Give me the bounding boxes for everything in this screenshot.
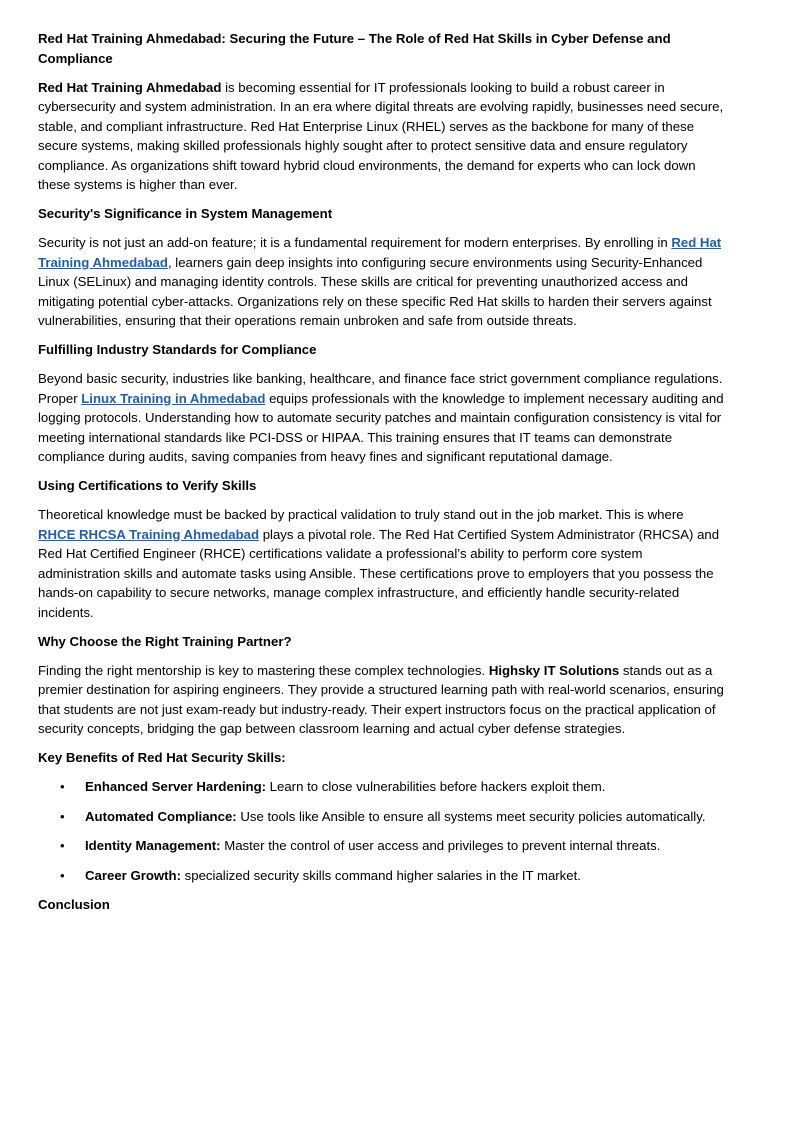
section-heading-compliance: Fulfilling Industry Standards for Compliance [38,342,317,357]
section-paragraph-training-partner [38,661,724,739]
paragraph-text: Security is not just an add-on feature; it is a fundamental requirement for modern enterprises. By enrolling in [38,235,672,250]
section-heading-benefits: Key Benefits of Red Hat Security Skills: [38,750,286,765]
page-title: Red Hat Training Ahmedabad: Securing the Future – The Role of Red Hat Skills in Cyber Defense and Compliance [38,31,671,66]
paragraph-text: Finding the right mentorship is key to mastering these complex technologies. [38,662,489,678]
section-paragraph-security [38,233,724,331]
section-heading-conclusion: Conclusion [38,897,110,912]
link-linux-training[interactable]: Linux Training in Ahmedabad [81,390,266,406]
section-paragraph-compliance [38,369,724,467]
section-heading-security: Security's Significance in System Management [38,206,333,221]
paragraph-text: , learners gain deep insights into configuring secure environments using Security-Enhanced Linux (SELinux) and managing identity controls. These skills are critical for preventing unauthorized access and mitigating potential cyber-attacks. Organizations rely on these specific Red Hat skills to harden their servers against vulnerabilities, ensuring that their operations remain unbroken and safe from outside threats. [38,254,712,328]
intro-bold-lead: Red Hat Training Ahmedabad [38,79,222,95]
benefit-text: Learn to close vulnerabilities before hackers exploit them. [266,779,606,794]
benefit-text: specialized security skills command higher salaries in the IT market. [181,867,581,883]
benefit-label: Identity Management: [85,838,221,853]
bullet-icon: • [60,808,65,824]
benefit-label: Career Growth: [85,867,181,883]
section-heading-training-partner: Why Choose the Right Training Partner? [38,633,292,649]
benefit-text: Use tools like Ansible to ensure all systems meet security policies automatically. [236,808,706,824]
intro-text: is becoming essential for IT professionals looking to build a robust career in cybersecurity and system administration. In an era where digital threats are evolving rapidly, businesses need secure, stable, and compliant infrastructure. Red Hat Enterprise Linux (RHEL) serves as the backbone for many of these secure systems, making skilled professionals highly sought after to protect sensitive data and ensure regulatory compliance. As organizations shift toward hybrid cloud environments, the demand for experts who can lock down these systems is higher than ever. [38,79,724,192]
bullet-icon: • [60,867,65,883]
intro-paragraph [38,78,724,195]
list-item [38,866,724,886]
paragraph-text: stands out as a premier destination for aspiring engineers. They provide a structured learning path with real-world scenarios, ensuring that students are not just exam-ready but industry-ready. Their expert instructors focus on the practical application of security concepts, bridging the gap between classroom learning and actual cyber defense strategies. [38,662,724,736]
bullet-icon: • [60,779,65,794]
link-red-hat-training[interactable]: Red Hat Training Ahmedabad [38,235,722,270]
list-item [38,836,724,856]
benefits-list [38,777,724,885]
section-heading-certifications: Using Certifications to Verify Skills [38,478,257,493]
bullet-icon: • [60,838,65,853]
paragraph-text: Beyond basic security, industries like banking, healthcare, and finance face strict government compliance regulations. Proper [38,371,723,406]
paragraph-text: plays a pivotal role. The Red Hat Certified System Administrator (RHCSA) and Red Hat Certified Engineer (RHCE) certifications validate a professional’s ability to perform core system administration skills and automate tasks using Ansible. These certifications prove to employers that you possess the hands-on capability to secure networks, manage complex infrastructure, and efficiently handle security-related incidents. [38,526,720,620]
benefit-label: Automated Compliance: [85,808,237,824]
paragraph-text: equips professionals with the knowledge to implement necessary auditing and logging protocols. Understanding how to automate security patches and maintain configuration consistency is vital for meeting international standards like PCI-DSS or HIPAA. This training ensures that IT teams can demonstrate compliance during audits, saving companies from heavy fines and significant reputational damage. [38,390,724,464]
list-item [38,777,724,797]
company-name: Highsky IT Solutions [488,662,620,678]
link-rhce-rhcsa-training[interactable]: RHCE RHCSA Training Ahmedabad [38,526,260,542]
list-item [38,807,724,827]
section-paragraph-certifications [38,505,724,622]
paragraph-text: Theoretical knowledge must be backed by practical validation to truly stand out in the job market. This is where [38,507,684,522]
benefit-label: Enhanced Server Hardening: [85,779,267,794]
benefit-text: Master the control of user access and privileges to prevent internal threats. [220,838,661,853]
